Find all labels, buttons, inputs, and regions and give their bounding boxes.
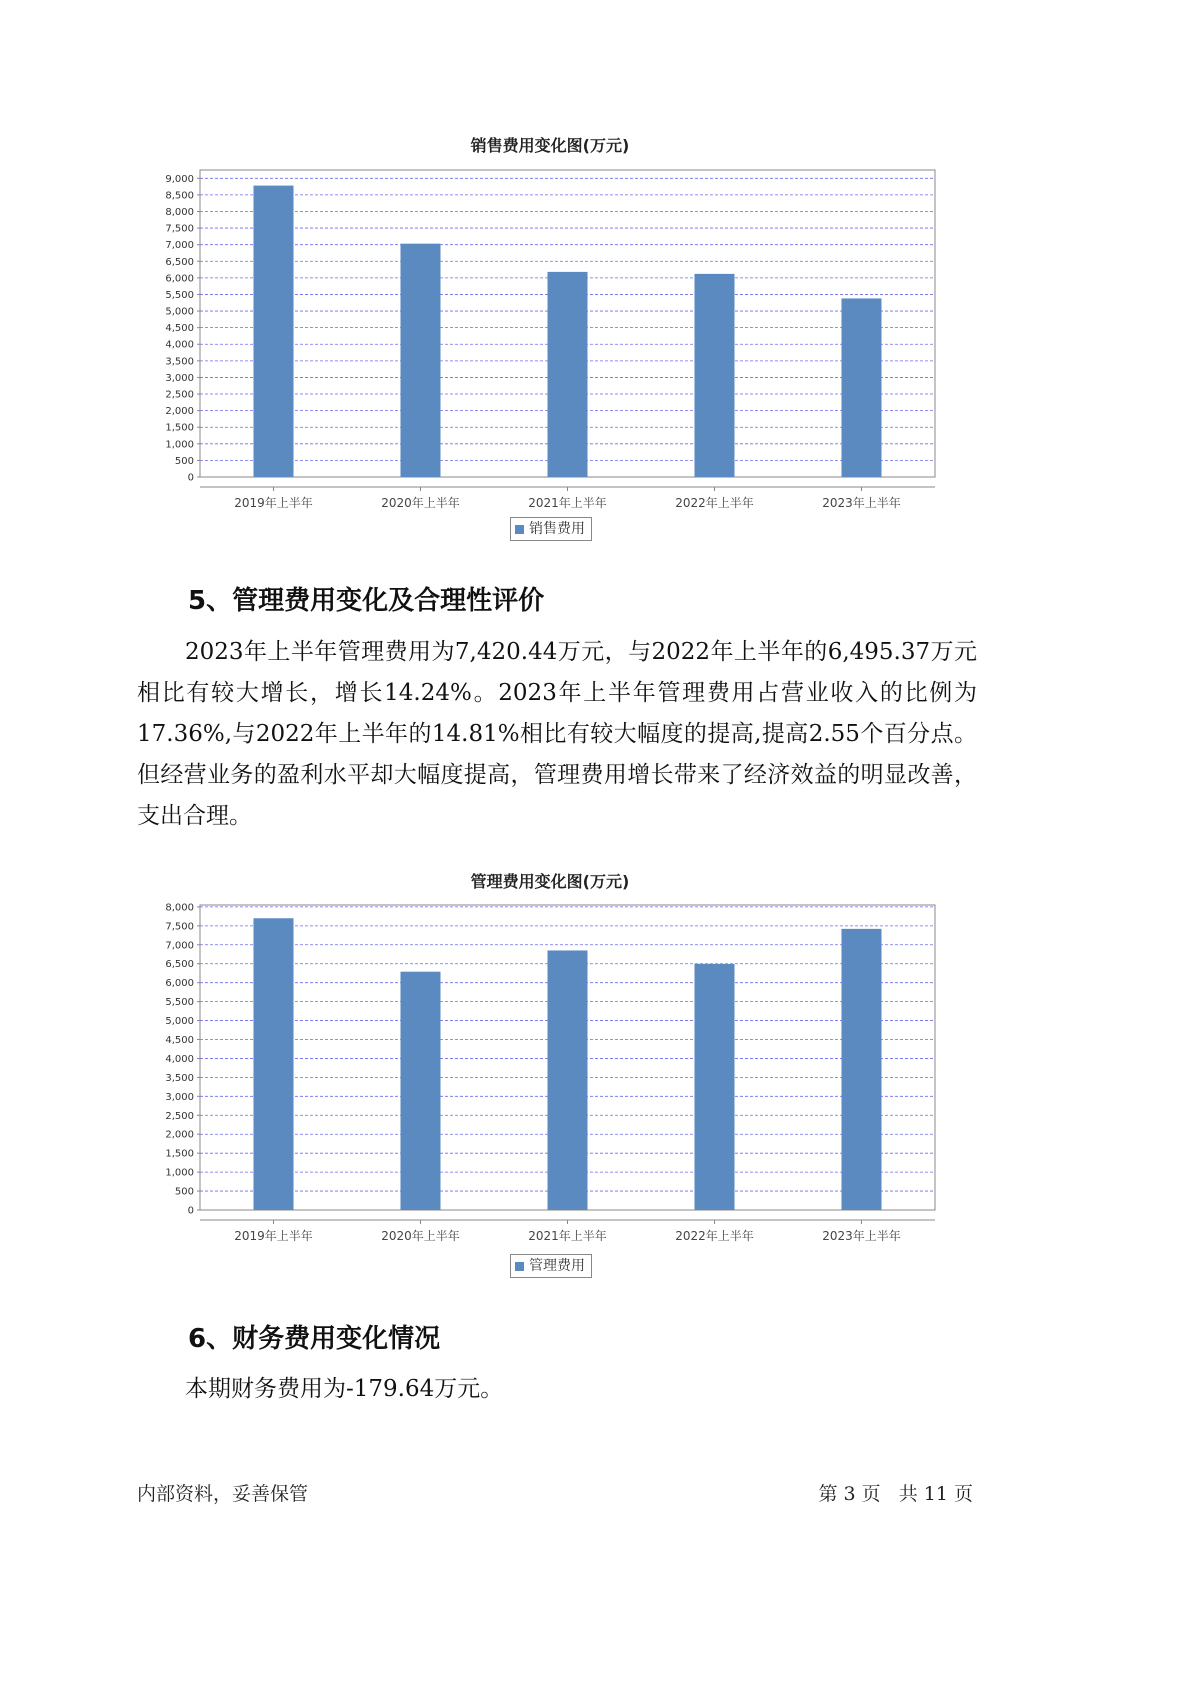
sales-expense-chart xyxy=(150,160,950,520)
y-tick-label: 6,500 xyxy=(165,959,194,971)
x-tick-label: 2020年上半年 xyxy=(381,1229,460,1243)
x-tick-label: 2021年上半年 xyxy=(528,1229,607,1243)
legend-label: 销售费用 xyxy=(529,521,585,537)
bar xyxy=(695,274,735,477)
y-tick-label: 3,500 xyxy=(165,1072,194,1084)
y-tick-label: 8,000 xyxy=(165,902,194,914)
y-tick-label: 4,500 xyxy=(165,323,194,335)
x-tick-label: 2021年上半年 xyxy=(528,496,607,510)
y-tick-label: 8,000 xyxy=(165,206,194,218)
x-tick-label: 2023年上半年 xyxy=(822,496,901,510)
y-tick-label: 5,000 xyxy=(165,306,194,318)
y-tick-label: 2,000 xyxy=(165,406,194,418)
y-tick-label: 2,500 xyxy=(165,389,194,401)
bar xyxy=(401,972,441,1210)
y-tick-label: 7,000 xyxy=(165,940,194,952)
legend-label: 管理费用 xyxy=(529,1258,585,1274)
x-tick-label: 2020年上半年 xyxy=(381,496,460,510)
y-tick-label: 1,000 xyxy=(165,439,194,451)
section-5-heading: 5、管理费用变化及合理性评价 xyxy=(188,586,545,616)
y-tick-label: 1,000 xyxy=(165,1167,194,1179)
section-6-heading: 6、财务费用变化情况 xyxy=(188,1324,441,1354)
y-tick-label: 500 xyxy=(174,455,194,467)
y-tick-label: 4,500 xyxy=(165,1035,194,1047)
y-tick-label: 6,500 xyxy=(165,256,194,268)
y-tick-label: 1,500 xyxy=(165,1148,194,1160)
x-tick-label: 2019年上半年 xyxy=(234,496,313,510)
y-tick-label: 2,500 xyxy=(165,1110,194,1122)
bar xyxy=(695,964,735,1210)
y-tick-label: 0 xyxy=(187,472,194,484)
x-tick-label: 2022年上半年 xyxy=(675,496,754,510)
y-tick-label: 6,000 xyxy=(165,978,194,990)
admin-expense-chart-title: 管理费用变化图(万元) xyxy=(470,872,630,891)
admin-expense-chart xyxy=(150,895,950,1255)
y-tick-label: 0 xyxy=(187,1205,194,1217)
footer-confidential: 内部资料，妥善保管 xyxy=(137,1483,309,1505)
y-tick-label: 5,000 xyxy=(165,1016,194,1028)
y-tick-label: 500 xyxy=(174,1186,194,1198)
x-tick-label: 2022年上半年 xyxy=(675,1229,754,1243)
sales-expense-legend xyxy=(510,517,592,541)
y-tick-label: 1,500 xyxy=(165,422,194,434)
y-tick-label: 3,000 xyxy=(165,1091,194,1103)
y-tick-label: 8,500 xyxy=(165,190,194,202)
bar xyxy=(254,918,294,1210)
bar xyxy=(548,272,588,477)
bar xyxy=(842,929,882,1210)
y-tick-label: 7,000 xyxy=(165,240,194,252)
y-tick-label: 4,000 xyxy=(165,1053,194,1065)
footer-page-number: 第 3 页 共 11 页 xyxy=(818,1483,973,1505)
x-tick-label: 2019年上半年 xyxy=(234,1229,313,1243)
y-tick-label: 9,000 xyxy=(165,173,194,185)
bar xyxy=(842,298,882,477)
bar xyxy=(548,950,588,1210)
y-tick-label: 7,500 xyxy=(165,921,194,933)
bar xyxy=(401,244,441,477)
bar xyxy=(254,186,294,477)
sales-expense-chart-title: 销售费用变化图(万元) xyxy=(470,136,630,155)
admin-expense-legend xyxy=(510,1254,592,1278)
y-tick-label: 2,000 xyxy=(165,1129,194,1141)
y-tick-label: 4,000 xyxy=(165,339,194,351)
legend-swatch xyxy=(515,525,524,534)
y-tick-label: 6,000 xyxy=(165,273,194,285)
section-6-paragraph: 本期财务费用为-179.64万元。 xyxy=(185,1376,504,1402)
y-tick-label: 5,500 xyxy=(165,289,194,301)
x-tick-label: 2023年上半年 xyxy=(822,1229,901,1243)
legend-swatch xyxy=(515,1262,524,1271)
y-tick-label: 3,500 xyxy=(165,356,194,368)
y-tick-label: 5,500 xyxy=(165,997,194,1009)
y-tick-label: 3,000 xyxy=(165,372,194,384)
section-5-paragraph: 2023年上半年管理费用为7,420.44万元，与2022年上半年的6,495.37万元相比有较大增长，增长14.24%。2023年上半年管理费用占营业收入的比例为17.36%,与2022年上半年的14.81%相比有较大幅度的提高,提高2.55个百分点。但经营业务的盈利水平却大幅度提高，管理费用增长带来了经济效益的明显改善，支出合理。 xyxy=(137,639,977,829)
y-tick-label: 7,500 xyxy=(165,223,194,235)
